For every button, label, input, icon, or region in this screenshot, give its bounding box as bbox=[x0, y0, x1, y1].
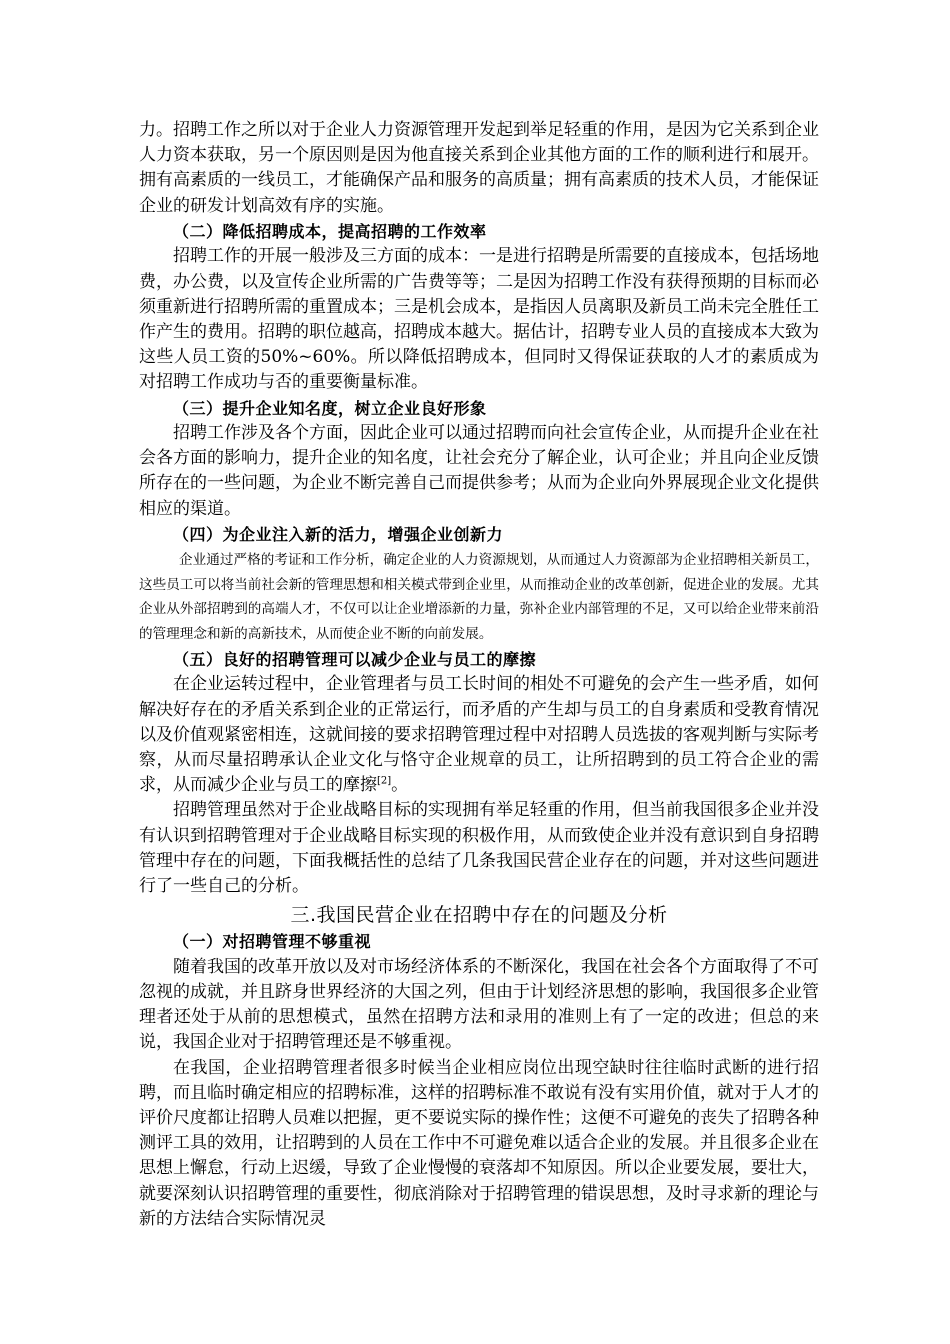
section-title-problems: 三.我国民营企业在招聘中存在的问题及分析 bbox=[290, 904, 668, 927]
paragraph-intro-continued: 力。招聘工作之所以对于企业人力资源管理开发起到举足轻重的作用，是因为它关系到企业人力资本获取，另一个原因则是因为他直接关系到企业其他方面的工作的顺利进行和展开。拥有高素质的一线员工，才能确保产品和服务的高质量；拥有高素质的技术人员，才能保证企业的研发计划高效有序的实施。 bbox=[139, 120, 819, 216]
paragraph-ad-hoc-recruiting: 在我国，企业招聘管理者很多时候当企业相应岗位出现空缺时往往临时武断的进行招聘，而且临时确定相应的招聘标准，这样的招聘标准不敢说有没有实用价值，就对于人才的评价尺度都让招聘人员难以把握，更不要说实际的操作性；这便不可避免的丧失了招聘各种测评工具的效用，让招聘到的人员在工作中不可避免难以适合企业的发展。并且很多企业在思想上懈怠，行动上迟缓，导致了企业慢慢的衰落却不知原因。所以企业要发展，要壮大，就要深刻认识招聘管理的重要性，彻底消除对于招聘管理的错误思想，及时寻求新的理论与新的方法结合实际情况灵 bbox=[139, 1057, 819, 1229]
paragraph-recruitment-cost: 招聘工作的开展一般涉及三方面的成本：一是进行招聘是所需要的直接成本，包括场地费，办公费，以及宣传企业所需的广告费等等；二是因为招聘工作没有获得预期的目标而必须重新进行招聘所需的重置成本；三是机会成本，是指因人员离职及新员工尚未完全胜任工作产生的费用。招聘的职位越高，招聘成本越大。据估计，招聘专业人员的直接成本大致为这些人员工资的50%~60%。所以降低招聘成本，但同时又得保证获取的人才的素质成为对招聘工作成功与否的重要衡量标准。 bbox=[139, 246, 819, 393]
heading-insufficient-attention: （一）对招聘管理不够重视 bbox=[173, 932, 372, 952]
paragraph-innovation: 企业通过严格的考证和工作分析，确定企业的人力资源规划，从而通过人力资源部为企业招聘相关新员工，这些员工可以将当前社会新的管理思想和相关模式带到企业里，从而推动企业的改革创新，促进企业的发展。尤其企业从外部招聘到的高端人才，不仅可以让企业增添新的力量，弥补企业内部管理的不足，又可以给企业带来前沿的管理理念和新的高新技术，从而使企业不断的向前发展。 bbox=[139, 552, 819, 642]
paragraph-reduce-friction-end: 。 bbox=[391, 775, 409, 796]
heading-innovation: （四）为企业注入新的活力，增强企业创新力 bbox=[173, 524, 504, 544]
paragraph-reform-context: 随着我国的改革开放以及对市场经济体系的不断深化，我国在社会各个方面取得了不可忽视的成就，并且跻身世界经济的大国之列，但由于计划经济思想的影响，我国很多企业管理者还处于从前的思想模式，虽然在招聘方法和录用的准则上有了一定的改进；但总的来说，我国企业对于招聘管理还是不够重视。 bbox=[139, 956, 819, 1053]
document-page bbox=[139, 118, 819, 1232]
heading-reduce-cost: （二）降低招聘成本，提高招聘的工作效率 bbox=[173, 221, 487, 241]
paragraph-reduce-friction-text: 在企业运转过程中，企业管理者与员工长时间的相处不可避免的会产生一些矛盾，如何解决好存在的矛盾关系到企业的正常运行，而矛盾的产生却与员工的自身素质和受教育情况以及价值观紧密相连，这就间接的要求招聘管理过程中对招聘人员选拔的客观判断与实际考察，从而尽量招聘承认企业文化与恪守企业规章的员工，让所招聘到的员工符合企业的需求，从而减少企业与员工的摩擦 bbox=[139, 674, 819, 796]
paragraph-reduce-friction bbox=[139, 672, 819, 798]
citation-reference: [2] bbox=[377, 775, 392, 787]
heading-reduce-friction: （五）良好的招聘管理可以减少企业与员工的摩擦 bbox=[173, 649, 537, 669]
paragraph-brand-image: 招聘工作涉及各个方面，因此企业可以通过招聘而向社会宣传企业，从而提升企业在社会各方面的影响力，提升企业的知名度，让社会充分了解企业，认可企业；并且向企业反馈所存在的一些问题，为企业不断完善自己而提供参考；从而为企业向外界展现企业文化提供相应的渠道。 bbox=[139, 423, 819, 519]
heading-brand-image: （三）提升企业知名度，树立企业良好形象 bbox=[173, 398, 487, 418]
paragraph-transition: 招聘管理虽然对于企业战略目标的实现拥有举足轻重的作用，但当前我国很多企业并没有认识到招聘管理对于企业战略目标实现的积极作用，从而致使企业并没有意识到自身招聘管理中存在的问题，下面我概括性的总结了几条我国民营企业存在的问题，并对这些问题进行了一些自己的分析。 bbox=[139, 800, 819, 897]
